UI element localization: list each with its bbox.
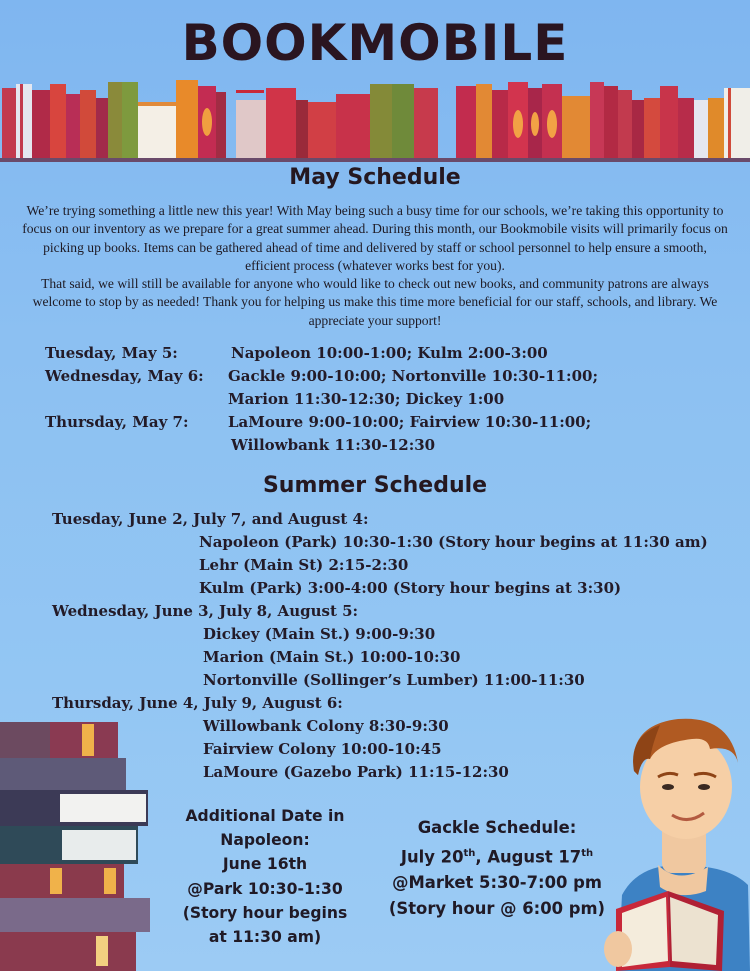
summer-stop: Dickey (Main St.) 9:00-9:30 (203, 625, 436, 643)
summer-stop: Marion (Main St.) 10:00-10:30 (203, 648, 461, 666)
summer-stop: Napoleon (Park) 10:30-1:30 (Story hour begins at 11:30 am) (199, 533, 708, 551)
page-title: BOOKMOBILE (181, 14, 569, 72)
summer-stop: LaMoure (Gazebo Park) 11:15-12:30 (203, 763, 509, 781)
summer-stop: Kulm (Park) 3:00-4:00 (Story hour begins at 3:30) (199, 579, 622, 597)
gackle-title: Gackle Schedule: (417, 818, 577, 837)
additional-line: Additional Date in (185, 807, 345, 825)
additional-line: at 11:30 am) (208, 928, 322, 947)
gackle-schedule-block (378, 815, 616, 922)
additional-line: Napoleon: (220, 831, 310, 850)
gackle-market-time: @Market 5:30-7:00 pm (392, 873, 602, 893)
may-schedule-heading: May Schedule (289, 165, 461, 190)
may-day-label: Tuesday, May 5: (45, 344, 178, 362)
gackle-dates (378, 841, 616, 870)
summer-day-label: Wednesday, June 3, July 8, August 5: (52, 602, 359, 620)
intro-paragraph-1: We’re trying something a little new this year! With May being such a busy time for our schools, we’re taking this opportunity to focus on our inventory as we prepare for a great summer ahead. During this month, our Bookmobile visits will primarily focus on picking up books. Items can be gathered ahead of time and delivered by staff or school personnel to help ensure a smooth, efficient process (whatever works best for you). (22, 203, 728, 273)
additional-date-block (172, 804, 358, 949)
may-stops: Willowbank 11:30-12:30 (231, 436, 436, 454)
may-day-label: Thursday, May 7: (45, 413, 189, 431)
summer-stop: Willowbank Colony 8:30-9:30 (203, 717, 449, 735)
book-stack-illustration (0, 722, 150, 971)
summer-day-label: Thursday, June 4, July 9, August 6: (52, 694, 343, 712)
additional-line: (Story hour begins (182, 903, 348, 922)
reader-illustration (598, 715, 750, 971)
may-stops: Marion 11:30-12:30; Dickey 1:00 (228, 390, 505, 408)
summer-stop: Fairview Colony 10:00-10:45 (203, 740, 442, 758)
may-day-label: Wednesday, May 6: (45, 367, 204, 385)
summer-day-label: Tuesday, June 2, July 7, and August 4: (52, 510, 369, 528)
additional-line: @Park 10:30-1:30 (187, 879, 343, 898)
may-intro-text (20, 202, 730, 330)
may-stops: Gackle 9:00-10:00; Nortonville 10:30-11:00; (228, 367, 599, 385)
gackle-date-1: July 20 (400, 847, 464, 867)
intro-paragraph-2: That said, we will still be available for anyone who would like to check out new books, and community patrons are always welcome to stop by as needed! Thank you for helping us make this time more beneficial for our staff, schools, and library. We appreciate your support! (32, 276, 718, 328)
gackle-date-2: , August 17 (475, 847, 582, 867)
summer-stop: Lehr (Main St) 2:15-2:30 (199, 556, 409, 574)
summer-stop: Nortonville (Sollinger’s Lumber) 11:00-11:30 (203, 671, 585, 689)
gackle-story-hour: (Story hour @ 6:00 pm) (388, 899, 606, 919)
may-stops: Napoleon 10:00-1:00; Kulm 2:00-3:00 (231, 344, 548, 362)
bookshelf-illustration (0, 80, 750, 162)
gackle-ordinal-2: th (581, 848, 594, 859)
gackle-ordinal-1: th (463, 848, 476, 859)
summer-schedule-heading: Summer Schedule (262, 473, 488, 498)
additional-line: June 16th (222, 855, 308, 874)
may-stops: LaMoure 9:00-10:00; Fairview 10:30-11:00; (228, 413, 592, 431)
